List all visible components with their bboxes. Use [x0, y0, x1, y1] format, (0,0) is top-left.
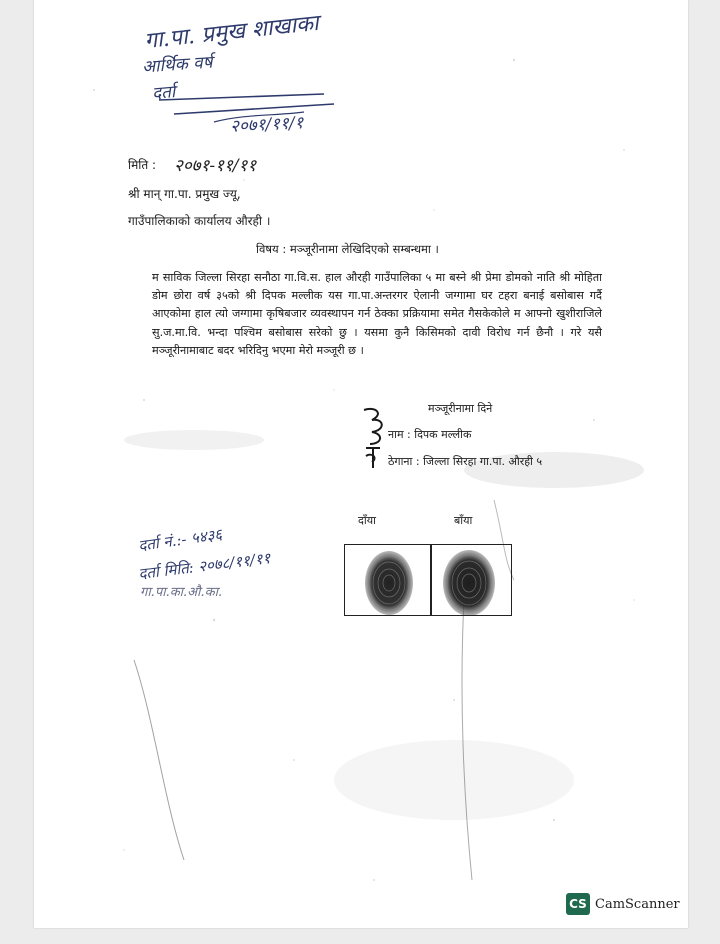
- stamp-date: २०७१/११/१: [229, 113, 304, 137]
- signature-mark: [358, 404, 392, 474]
- camscanner-name: CamScanner: [595, 896, 680, 912]
- office-name: गाउँपालिकाको कार्यालय औरही ।: [128, 214, 271, 228]
- registration-number: दर्ता नं.:- ५४३६: [137, 525, 224, 555]
- signatory-heading: मञ्जूरीनामा दिने: [428, 402, 493, 415]
- right-thumb-box: [344, 544, 432, 616]
- date-label: मिति :: [128, 158, 157, 172]
- addressee: श्री मान् गा.पा. प्रमुख ज्यू,: [128, 187, 241, 201]
- right-thumb-label: दाँया: [358, 514, 376, 527]
- date-value: २०७१-११/११: [174, 156, 257, 176]
- stamp-line-1: गा.पा. प्रमुख शाखाका: [143, 10, 320, 55]
- camscanner-logo-icon: CS: [566, 893, 590, 915]
- camscanner-watermark: [566, 893, 680, 915]
- signatory-name: नाम : दिपक मल्लीक: [388, 428, 472, 441]
- letter-body: म साविक जिल्ला सिरहा सनौठा गा.वि.स. हाल औरही गाउँपालिका ५ मा बस्ने श्री प्रेमा डोमको नाति श्री मोहिता डोम छोरा वर्ष ३५को श्री दिपक मल्लीक यस गा.पा.अन्तरगर ऐलानी जग्गामा घर टहरा बनाई बसोबास गर्दै आएकोमा हाल त्यो जग्गामा कृषिबजार व्यवस्थापन गर्न ठेक्का प्रक्रियामा समेत गैसकेकोले म आफ्नो खुशीराजिले सु.ज.मा.वि. भन्दा पश्चिम बसोबास सरेको छु । यसमा कुनै किसिमको दावी विरोध गर्न छैनौ । गरे यसै मञ्जूरीनामाबाट बदर भरिदिनु भएमा मेरो मञ्जूरी छ ।: [152, 271, 602, 357]
- document-page: [34, 0, 688, 928]
- subject-line: विषय : मञ्जूरीनामा लेखिदिएको सम्बन्धमा ।: [256, 242, 439, 256]
- right-thumbprint: [345, 545, 431, 615]
- left-thumb-label: बाँया: [454, 514, 473, 527]
- registration-date: दर्ता मिति: २०७८/११/११: [137, 548, 272, 584]
- stamp-line-3: दर्ता: [151, 82, 177, 104]
- left-thumbprint: [431, 545, 511, 615]
- stamp-line-2: आर्थिक वर्ष: [141, 52, 214, 78]
- signatory-address: ठेगाना : जिल्ला सिरहा गा.पा. औरही ५: [388, 455, 543, 468]
- registration-office: गा.पा.का.औ.का.: [140, 585, 223, 600]
- left-thumb-box: [430, 544, 512, 616]
